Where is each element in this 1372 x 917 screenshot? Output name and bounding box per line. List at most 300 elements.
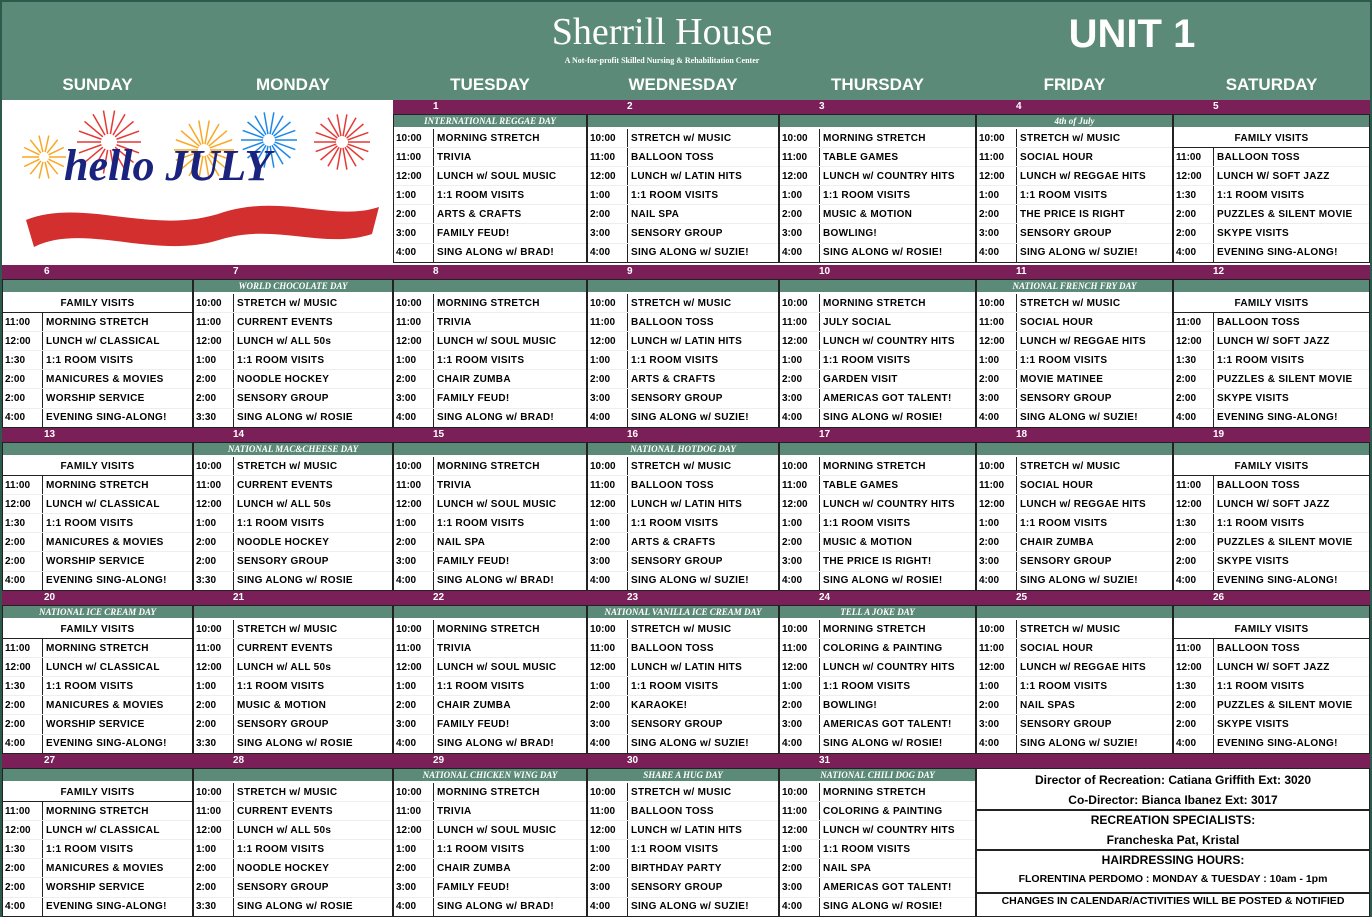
activity-row <box>588 878 778 897</box>
activity-name: SING ALONG w/ SUZIE! <box>631 901 749 913</box>
activity-name: LUNCH w/ COUNTRY HITS <box>823 170 955 182</box>
activity-name: MORNING STRETCH <box>823 460 926 472</box>
activity-time: 3:00 <box>394 224 434 242</box>
activity-name: 1:1 ROOM VISITS <box>437 843 525 855</box>
activity-time: 4:00 <box>1174 572 1214 590</box>
activity-time: 2:00 <box>977 533 1017 551</box>
activity-name: STRETCH w/ MUSIC <box>237 623 338 635</box>
unit-title: UNIT 1 <box>1068 12 1196 56</box>
activity-row <box>394 514 586 533</box>
activity-time: 2:00 <box>194 859 234 877</box>
activity-row <box>394 495 586 514</box>
info-divider <box>977 809 1369 811</box>
activity-time: 12:00 <box>977 332 1017 350</box>
activity-row <box>780 840 975 859</box>
activity-time: 2:00 <box>1174 715 1214 733</box>
activity-row <box>194 495 392 514</box>
day-cell <box>2 279 193 428</box>
activity-time: 1:30 <box>3 514 43 532</box>
day-banner <box>588 280 778 292</box>
activity-time: 2:00 <box>3 859 43 877</box>
activity-name: LUNCH w/ COUNTRY HITS <box>823 498 955 510</box>
activity-time: 10:00 <box>977 294 1017 312</box>
activity-time: 12:00 <box>394 495 434 513</box>
activity-row <box>588 351 778 370</box>
day-cell <box>587 442 779 591</box>
activity-name: LUNCH w/ ALL 50s <box>237 661 332 673</box>
activity-row <box>977 294 1172 313</box>
day-cell <box>1173 442 1370 591</box>
activity-name: FAMILY VISITS <box>60 786 135 798</box>
activity-time: 3:30 <box>194 572 234 590</box>
activity-name: 1:1 ROOM VISITS <box>437 189 525 201</box>
activity-time: 2:00 <box>194 370 234 388</box>
activity-name: EVENING SING-ALONG! <box>1217 247 1338 259</box>
activity-name: 1:1 ROOM VISITS <box>46 517 134 529</box>
activity-name: COLORING & PAINTING <box>823 642 943 654</box>
date-number: 24 <box>819 592 831 603</box>
activity-time: 2:00 <box>3 370 43 388</box>
activity-name: BALLOON TOSS <box>631 805 714 817</box>
day-cell <box>976 605 1173 754</box>
activity-time: 3:00 <box>977 715 1017 733</box>
activity-name: MUSIC & MOTION <box>823 208 913 220</box>
activity-time: 11:00 <box>194 802 234 820</box>
date-number-bar <box>587 428 779 442</box>
activity-row <box>780 572 975 591</box>
activity-time: 1:00 <box>977 351 1017 369</box>
activity-name: LUNCH w/ LATIN HITS <box>631 661 743 673</box>
date-number-bar <box>587 100 779 114</box>
activity-name: MORNING STRETCH <box>46 642 149 654</box>
activity-time: 4:00 <box>588 244 628 262</box>
activity-name: 1:1 ROOM VISITS <box>823 843 911 855</box>
weekday-tuesday: TUESDAY <box>450 75 530 94</box>
activity-time: 11:00 <box>194 313 234 331</box>
date-number-bar <box>976 100 1173 114</box>
activity-row <box>194 735 392 754</box>
activity-row <box>780 821 975 840</box>
activity-row <box>194 389 392 408</box>
activity-time: 2:00 <box>394 859 434 877</box>
activity-time: 3:30 <box>194 898 234 916</box>
day-cell <box>193 442 393 591</box>
activity-name: FAMILY VISITS <box>1234 297 1309 309</box>
activity-row <box>394 205 586 224</box>
activity-row <box>194 476 392 495</box>
activity-name: 1:1 ROOM VISITS <box>237 680 325 692</box>
activity-row <box>780 351 975 370</box>
weekday-saturday: SATURDAY <box>1225 75 1318 94</box>
activity-time: 3:00 <box>780 715 820 733</box>
date-number: 10 <box>819 266 831 277</box>
activity-name: SING ALONG w/ ROSIE! <box>823 575 943 587</box>
activity-row <box>394 696 586 715</box>
activity-time: 4:00 <box>588 735 628 753</box>
activity-row <box>588 696 778 715</box>
activity-name: SING ALONG w/ ROSIE <box>237 901 353 913</box>
activity-row <box>3 313 192 332</box>
activity-name: 1:1 ROOM VISITS <box>631 354 719 366</box>
date-number: 27 <box>44 755 56 766</box>
activity-name: LUNCH w/ CLASSICAL <box>46 498 160 510</box>
activity-name: FAMILY VISITS <box>60 623 135 635</box>
activity-name: SENSORY GROUP <box>631 556 723 568</box>
activity-list <box>394 129 586 263</box>
activity-list <box>588 457 778 591</box>
specialists-title: RECREATION SPECIALISTS: <box>1090 813 1256 827</box>
activity-name: SENSORY GROUP <box>1020 228 1112 240</box>
day-banner: 4th of July <box>977 115 1172 127</box>
activity-row <box>977 639 1172 658</box>
activity-list <box>394 294 586 428</box>
weekday-wednesday: WEDNESDAY <box>628 75 738 94</box>
date-number-bar <box>193 591 393 605</box>
activity-time: 1:30 <box>1174 186 1214 204</box>
day-cell <box>393 442 587 591</box>
activity-row <box>1174 476 1369 495</box>
activity-name: LUNCH w/ CLASSICAL <box>46 661 160 673</box>
activity-time: 1:30 <box>3 351 43 369</box>
activity-name: SKYPE VISITS <box>1217 719 1289 731</box>
day-cell <box>976 114 1173 263</box>
activity-list <box>977 457 1172 591</box>
activity-row <box>394 572 586 591</box>
day-banner: NATIONAL VANILLA ICE CREAM DAY <box>588 606 778 618</box>
activity-name: MORNING STRETCH <box>437 460 540 472</box>
activity-time: 10:00 <box>780 294 820 312</box>
activity-row <box>588 224 778 243</box>
date-number-bar <box>2 754 193 768</box>
activity-name: LUNCH w/ SOUL MUSIC <box>437 824 557 836</box>
activity-row <box>780 735 975 754</box>
activity-time: 3:30 <box>194 409 234 427</box>
date-number-bar <box>587 591 779 605</box>
activity-time: 2:00 <box>1174 370 1214 388</box>
day-cell <box>393 114 587 263</box>
activity-time: 4:00 <box>977 735 1017 753</box>
activity-row <box>394 351 586 370</box>
activity-name: WORSHIP SERVICE <box>46 393 145 405</box>
date-number-bar <box>2 428 193 442</box>
activity-name: BALLOON TOSS <box>631 316 714 328</box>
activity-row <box>1174 332 1369 351</box>
activity-time: 2:00 <box>1174 205 1214 223</box>
activity-time: 4:00 <box>3 572 43 590</box>
activity-name: SENSORY GROUP <box>631 228 723 240</box>
activity-time: 10:00 <box>977 620 1017 638</box>
activity-row <box>394 533 586 552</box>
activity-time: 2:00 <box>780 859 820 877</box>
activity-row <box>588 332 778 351</box>
activity-name: 1:1 ROOM VISITS <box>1217 189 1305 201</box>
date-number-bar <box>1173 265 1370 279</box>
activity-row <box>977 370 1172 389</box>
activity-time: 1:30 <box>1174 677 1214 695</box>
activity-row <box>977 129 1172 148</box>
day-banner: NATIONAL CHILI DOG DAY <box>780 769 975 781</box>
weekday-thursday: THURSDAY <box>831 75 924 94</box>
activity-time: 3:00 <box>588 878 628 896</box>
activity-row <box>977 658 1172 677</box>
activity-row <box>588 715 778 734</box>
activity-row <box>194 802 392 821</box>
day-cell <box>393 768 587 917</box>
activity-time: 2:00 <box>780 533 820 551</box>
activity-name: SOCIAL HOUR <box>1020 151 1094 163</box>
activity-time: 10:00 <box>588 129 628 147</box>
activity-time: 4:00 <box>394 572 434 590</box>
activity-time: 11:00 <box>977 639 1017 657</box>
activity-time: 11:00 <box>588 802 628 820</box>
activity-time: 3:00 <box>780 552 820 570</box>
activity-name: SKYPE VISITS <box>1217 393 1289 405</box>
activity-row <box>394 476 586 495</box>
activity-name: EVENING SING-ALONG! <box>46 412 167 424</box>
activity-name: SENSORY GROUP <box>1020 556 1112 568</box>
activity-time: 12:00 <box>588 495 628 513</box>
activity-row <box>780 715 975 734</box>
date-number-bar <box>193 265 393 279</box>
activity-name: 1:1 ROOM VISITS <box>1020 517 1108 529</box>
activity-row <box>977 313 1172 332</box>
activity-name: MANICURES & MOVIES <box>46 699 164 711</box>
activity-name: BALLOON TOSS <box>1217 151 1300 163</box>
activity-name: NOODLE HOCKEY <box>237 536 330 548</box>
activity-row <box>1174 715 1369 734</box>
activity-row <box>977 514 1172 533</box>
day-cell <box>587 279 779 428</box>
activity-row <box>3 696 192 715</box>
activity-name: SING ALONG w/ SUZIE! <box>631 738 749 750</box>
date-number-bar <box>393 754 587 768</box>
activity-row <box>194 821 392 840</box>
activity-time: 11:00 <box>780 476 820 494</box>
day-cell <box>193 279 393 428</box>
date-number: 13 <box>44 429 56 440</box>
activity-row <box>394 821 586 840</box>
activity-name: SING ALONG w/ BRAD! <box>437 247 554 259</box>
activity-name: STRETCH w/ MUSIC <box>631 132 732 144</box>
activity-row <box>780 370 975 389</box>
activity-name: NAIL SPA <box>823 862 872 874</box>
activity-name: PUZZLES & SILENT MOVIE <box>1217 536 1353 548</box>
activity-time: 10:00 <box>588 457 628 475</box>
activity-row <box>1174 409 1369 428</box>
activity-time: 10:00 <box>194 783 234 801</box>
activity-row <box>780 495 975 514</box>
date-number-bar <box>1173 591 1370 605</box>
date-number-bar <box>393 100 587 114</box>
activity-time: 12:00 <box>194 495 234 513</box>
activity-name: BALLOON TOSS <box>1217 316 1300 328</box>
activity-time: 11:00 <box>394 639 434 657</box>
brand <box>442 10 882 65</box>
activity-name: THE PRICE IS RIGHT <box>1020 208 1125 220</box>
activity-row <box>3 351 192 370</box>
activity-name: SENSORY GROUP <box>631 719 723 731</box>
date-number-bar <box>2 591 193 605</box>
activity-time: 3:00 <box>977 224 1017 242</box>
activity-name: CURRENT EVENTS <box>237 642 333 654</box>
day-cell <box>976 442 1173 591</box>
hair-hours: FLORENTINA PERDOMO : MONDAY & TUESDAY : 10am - 1pm <box>1018 873 1328 885</box>
activity-row <box>394 167 586 186</box>
activity-name: BALLOON TOSS <box>631 151 714 163</box>
date-number: 2 <box>627 101 633 112</box>
date-number-bar <box>2 265 193 279</box>
activity-row <box>1174 351 1369 370</box>
activity-name: NAIL SPA <box>631 208 680 220</box>
day-cell <box>393 279 587 428</box>
activity-row <box>194 639 392 658</box>
activity-time: 3:00 <box>780 389 820 407</box>
date-number: 25 <box>1016 592 1028 603</box>
activity-time: 1:00 <box>780 677 820 695</box>
activity-row <box>3 859 192 878</box>
activity-row <box>394 859 586 878</box>
activity-row <box>588 389 778 408</box>
date-number: 14 <box>233 429 245 440</box>
day-banner <box>1174 606 1369 618</box>
activity-list <box>780 294 975 428</box>
activity-time: 2:00 <box>3 552 43 570</box>
activity-name: SING ALONG w/ ROSIE! <box>823 901 943 913</box>
activity-row <box>588 495 778 514</box>
activity-row <box>3 572 192 591</box>
activity-time: 1:00 <box>780 514 820 532</box>
activity-time: 11:00 <box>780 148 820 166</box>
activity-time: 12:00 <box>394 658 434 676</box>
activity-row <box>588 476 778 495</box>
activity-row <box>588 658 778 677</box>
activity-name: SING ALONG w/ ROSIE <box>237 412 353 424</box>
activity-row <box>1174 224 1369 243</box>
activity-name: 1:1 ROOM VISITS <box>46 354 134 366</box>
activity-name: NOODLE HOCKEY <box>237 373 330 385</box>
activity-name: 1:1 ROOM VISITS <box>237 843 325 855</box>
activity-time: 12:00 <box>588 167 628 185</box>
day-cell <box>2 605 193 754</box>
day-banner: NATIONAL HOTDOG DAY <box>588 443 778 455</box>
activity-row <box>3 409 192 428</box>
activity-name: MORNING STRETCH <box>823 623 926 635</box>
activity-row <box>394 409 586 428</box>
date-number-bar <box>393 428 587 442</box>
activity-time: 1:00 <box>588 186 628 204</box>
activity-name: LUNCH w/ CLASSICAL <box>46 824 160 836</box>
activity-name: AMERICAS GOT TALENT! <box>823 882 952 894</box>
activity-row <box>588 802 778 821</box>
activity-time: 11:00 <box>780 639 820 657</box>
activity-time: 10:00 <box>977 129 1017 147</box>
day-banner <box>1174 443 1369 455</box>
day-cell <box>779 279 976 428</box>
activity-row <box>588 148 778 167</box>
activity-row <box>194 457 392 476</box>
activity-name: WORSHIP SERVICE <box>46 882 145 894</box>
activity-row <box>3 898 192 917</box>
activity-row <box>780 294 975 313</box>
activity-list <box>1174 620 1369 754</box>
activity-name: TRIVIA <box>437 479 472 491</box>
activity-row <box>588 552 778 571</box>
activity-row <box>194 878 392 897</box>
activity-time: 11:00 <box>394 476 434 494</box>
day-cell <box>976 279 1173 428</box>
activity-time: 4:00 <box>394 898 434 916</box>
activity-time: 1:00 <box>394 840 434 858</box>
date-number-bar <box>193 428 393 442</box>
activity-time: 1:30 <box>1174 514 1214 532</box>
day-banner <box>3 280 192 292</box>
date-number: 5 <box>1213 101 1219 112</box>
activity-row <box>977 552 1172 571</box>
activity-row <box>1174 370 1369 389</box>
activity-time: 10:00 <box>394 129 434 147</box>
activity-name: CHAIR ZUMBA <box>437 373 511 385</box>
activity-name: BOWLING! <box>823 228 878 240</box>
activity-row <box>780 859 975 878</box>
activity-name: STRETCH w/ MUSIC <box>631 297 732 309</box>
activity-row <box>977 224 1172 243</box>
date-number-bar <box>393 591 587 605</box>
activity-row <box>977 735 1172 754</box>
activity-list <box>588 783 778 917</box>
activity-row <box>1174 533 1369 552</box>
activity-time: 4:00 <box>1174 735 1214 753</box>
activity-row <box>394 715 586 734</box>
activity-time: 2:00 <box>194 552 234 570</box>
activity-name: EVENING SING-ALONG! <box>46 575 167 587</box>
activity-name: MORNING STRETCH <box>823 786 926 798</box>
activity-time: 10:00 <box>394 620 434 638</box>
activity-list <box>194 294 392 428</box>
activity-time: 4:00 <box>3 409 43 427</box>
activity-row <box>780 476 975 495</box>
activity-time: 11:00 <box>394 148 434 166</box>
activity-time: 12:00 <box>588 658 628 676</box>
activity-name: GARDEN VISIT <box>823 373 898 385</box>
day-cell <box>587 114 779 263</box>
day-banner <box>1174 280 1369 292</box>
activity-time: 12:00 <box>1174 332 1214 350</box>
activity-row <box>394 389 586 408</box>
activity-row <box>1174 514 1369 533</box>
day-cell <box>587 605 779 754</box>
activity-row <box>780 898 975 917</box>
activity-row <box>780 802 975 821</box>
activity-time: 11:00 <box>1174 476 1214 494</box>
activity-row <box>394 552 586 571</box>
activity-list <box>780 457 975 591</box>
activity-name: LUNCH w/ ALL 50s <box>237 335 332 347</box>
activity-name: AMERICAS GOT TALENT! <box>823 719 952 731</box>
codirector-line: Co-Director: Bianca Ibanez Ext: 3017 <box>1068 793 1278 807</box>
activity-name: LUNCH w/ COUNTRY HITS <box>823 824 955 836</box>
activity-row <box>3 658 192 677</box>
activity-time: 2:00 <box>3 533 43 551</box>
activity-row <box>1174 658 1369 677</box>
date-number: 21 <box>233 592 245 603</box>
activity-name: SING ALONG w/ SUZIE! <box>1020 738 1138 750</box>
date-number-bar <box>976 754 1173 768</box>
activity-name: STRETCH w/ MUSIC <box>631 623 732 635</box>
activity-row <box>588 859 778 878</box>
activity-name: JULY SOCIAL <box>823 316 892 328</box>
activity-name: CURRENT EVENTS <box>237 805 333 817</box>
activity-row <box>3 476 192 495</box>
